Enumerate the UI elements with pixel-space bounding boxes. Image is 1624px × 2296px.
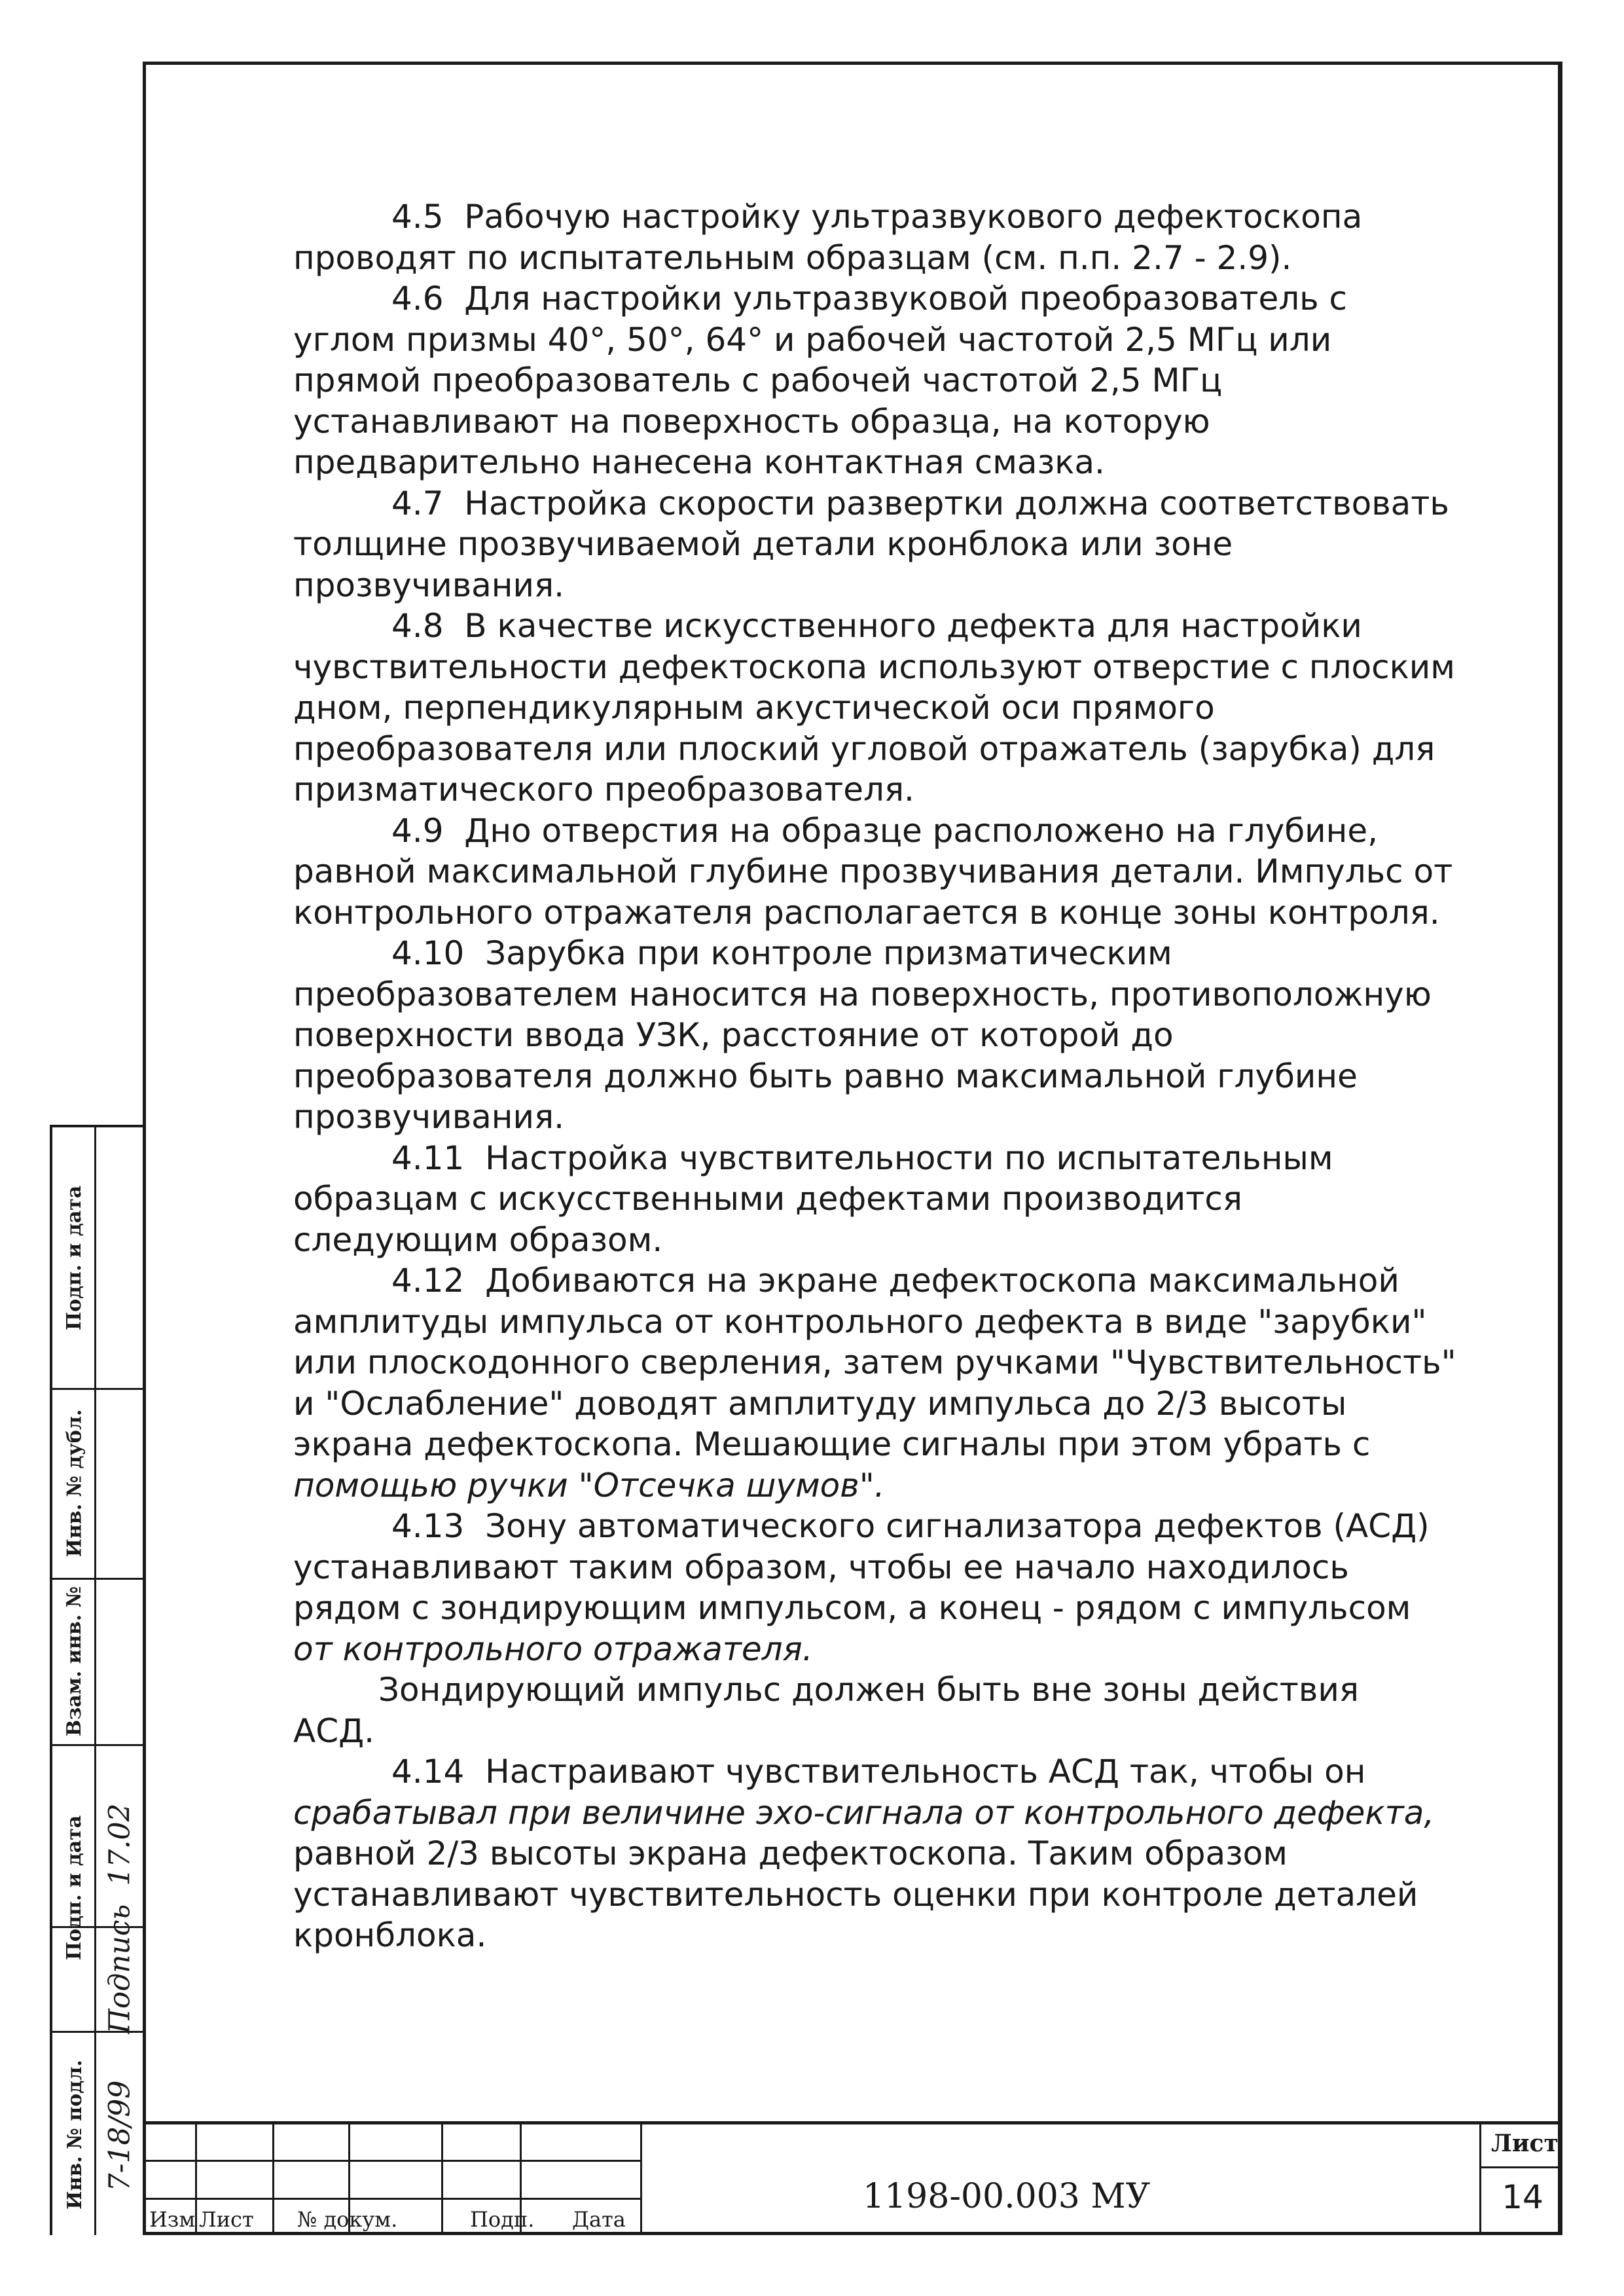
text-line: образцам с искусственными дефектами производится xyxy=(293,1180,1242,1218)
text-line: следующим образом. xyxy=(293,1220,663,1259)
text-line: 4.13 Зону автоматического сигнализатора дефектов (АСД) xyxy=(391,1507,1430,1545)
paragraph-4-12 xyxy=(293,1260,1456,1506)
text-line: экрана дефектоскопа. Мешающие сигналы при этом убрать с xyxy=(293,1425,1371,1463)
text-line: амплитуды импульса от контрольного дефекта в виде "зарубки" xyxy=(293,1302,1427,1341)
stamp-label-orig-inv: Инв. № подл. xyxy=(63,2059,86,2210)
text-line: равной 2/3 высоты экрана дефектоскопа. Таким образом xyxy=(293,1834,1288,1872)
caption-date: Дата xyxy=(572,2207,626,2232)
stamp-label-replace-inv: Взам. инв. № xyxy=(63,1586,86,1736)
text-line: АСД. xyxy=(293,1711,375,1750)
text-line: 4.10 Зарубка при контроле призматическим xyxy=(391,934,1172,972)
text-line: прямой преобразователь с рабочей частотой 2,5 МГц xyxy=(293,361,1223,399)
text-line: преобразователя должно быть равно максимальной глубине xyxy=(293,1057,1358,1095)
sheet-label: Лист xyxy=(1491,2130,1559,2157)
paragraph-4-6 xyxy=(293,278,1432,483)
title-block xyxy=(143,2121,1562,2235)
text-line: контрольного отражателя располагается в конце зоны контроля. xyxy=(293,893,1440,932)
text-line: срабатывал при величине эхо-сигнала от контрольного дефекта, xyxy=(293,1793,1435,1832)
paragraph-4-9 xyxy=(293,811,1453,934)
text-line: помощью ручки "Отсечка шумов". xyxy=(293,1466,885,1504)
text-line: дном, перпендикулярным акустической оси прямого xyxy=(293,689,1215,727)
handwritten-signature: Подпись xyxy=(103,1903,137,2034)
handwritten-inventory-number: 7-18/99 xyxy=(103,2080,137,2191)
stamp-label-sign-date: Подп. и дата xyxy=(63,1185,86,1330)
text-line: преобразователя или плоский угловой отражатель (зарубка) для xyxy=(293,729,1435,768)
text-line: 4.5 Рабочую настройку ультразвукового дефектоскопа xyxy=(391,198,1363,236)
text-line: Зондирующий импульс должен быть вне зоны действия xyxy=(378,1671,1359,1709)
side-stamp-table xyxy=(50,1125,143,2235)
text-line: устанавливают чувствительность оценки при контроле деталей xyxy=(293,1875,1418,1914)
text-line: призматического преобразователя. xyxy=(293,771,914,809)
text-line: кронблока. xyxy=(293,1916,487,1954)
text-line: 4.11 Настройка чувствительности по испытательным xyxy=(391,1139,1333,1177)
document-body xyxy=(293,196,1456,1956)
paragraph-4-10 xyxy=(293,933,1432,1138)
text-line: толщине прозвучиваемой детали кронблока или зоне xyxy=(293,525,1233,563)
text-line: углом призмы 40°, 50°, 64° и рабочей частотой 2,5 МГц или xyxy=(293,320,1332,359)
paragraph-note xyxy=(293,1669,1432,1751)
paragraph-4-8 xyxy=(293,606,1455,811)
text-line: 4.9 Дно отверстия на образце расположено на глубине, xyxy=(391,811,1379,850)
text-line: 4.12 Добиваются на экране дефектоскопа максимальной xyxy=(391,1262,1399,1300)
text-line: предварительно нанесена контактная смазка. xyxy=(293,443,1105,481)
caption-sheet: Лист xyxy=(199,2207,254,2232)
text-line: от контрольного отражателя. xyxy=(293,1630,813,1668)
sheet-number: 14 xyxy=(1502,2178,1543,2216)
text-line: устанавливают таким образом, чтобы ее начало находилось xyxy=(293,1548,1349,1586)
stamp-label-dup-inv: Инв. № дубл. xyxy=(63,1409,86,1557)
text-line: прозвучивания. xyxy=(293,1098,564,1136)
text-line: и "Ослабление" доводят амплитуду импульса до 2/3 высоты xyxy=(293,1384,1347,1423)
paragraph-4-7 xyxy=(293,483,1449,606)
text-line: проводят по испытательным образцам (см. п.п. 2.7 - 2.9). xyxy=(293,238,1292,277)
text-line: 4.14 Настраивают чувствительность АСД так, чтобы он xyxy=(391,1753,1366,1791)
stamp-label-sign-date-2: Подп. и дата xyxy=(63,1815,86,1960)
paragraph-4-13 xyxy=(293,1506,1432,1669)
text-line: поверхности ввода УЗК, расстояние от которой до xyxy=(293,1016,1174,1054)
caption-change: Изм xyxy=(149,2207,196,2232)
text-line: прозвучивания. xyxy=(293,566,564,604)
caption-signature: Подп. xyxy=(470,2207,535,2232)
text-line: 4.6 Для настройки ультразвуковой преобразователь с xyxy=(391,280,1348,318)
text-line: чувствительности дефектоскопа используют отверстие с плоским xyxy=(293,647,1455,686)
text-line: преобразователем наносится на поверхность, противоположную xyxy=(293,975,1432,1013)
text-line: рядом с зондирующим импульсом, а конец - рядом с импульсом xyxy=(293,1589,1411,1627)
text-line: 4.8 В качестве искусственного дефекта для настройки xyxy=(391,607,1362,645)
text-line: устанавливают на поверхность образца, на которую xyxy=(293,402,1210,441)
caption-doc-number: № докум. xyxy=(297,2207,398,2232)
text-line: 4.7 Настройка скорости развертки должна соответствовать xyxy=(391,484,1449,522)
handwritten-date: 17.02 xyxy=(103,1803,137,1886)
paragraph-4-14 xyxy=(293,1751,1435,1956)
text-line: или плоскодонного сверления, затем ручками "Чувствительность" xyxy=(293,1343,1456,1381)
paragraph-4-11 xyxy=(293,1138,1432,1261)
paragraph-4-5 xyxy=(293,196,1432,278)
document-code: 1198-00.003 МУ xyxy=(863,2177,1151,2216)
text-line: равной максимальной глубине прозвучивания детали. Импульс от xyxy=(293,852,1453,890)
